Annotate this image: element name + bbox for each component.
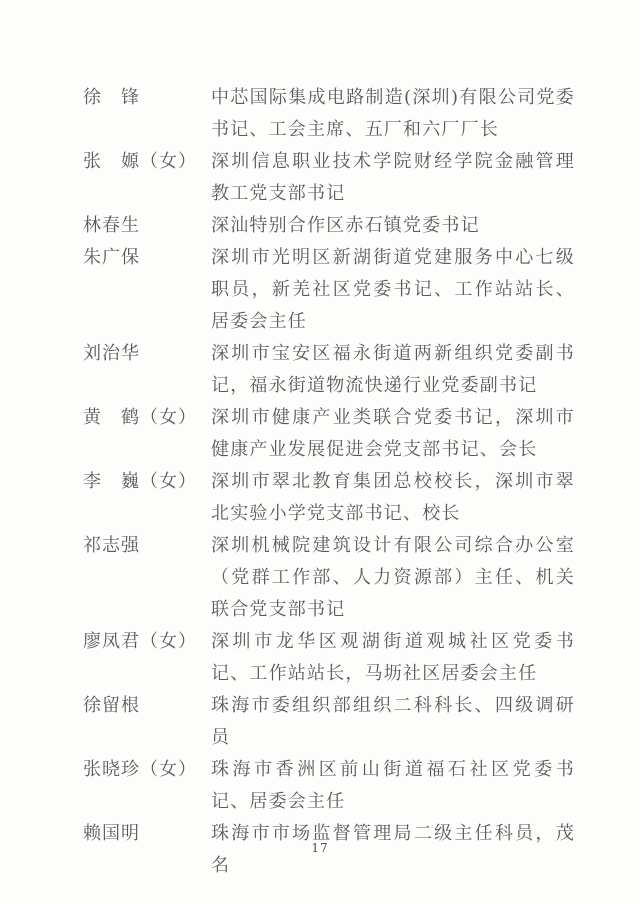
- roster-entry: [83, 338, 575, 402]
- roster-list: [83, 82, 575, 882]
- person-title: 深圳信息职业技术学院财经学院金融管理教工党支部书记: [211, 151, 575, 204]
- person-title: 深圳市光明区新湖街道党建服务中心七级职员，新羌社区党委书记、工作站站长、居委会主任: [211, 247, 575, 332]
- person-name: 徐 锋: [83, 87, 140, 108]
- person-title: 深汕特别合作区赤石镇党委书记: [211, 215, 480, 236]
- person-title: 深圳市宝安区福永街道两新组织党委副书记，福永街道物流快递行业党委副书记: [211, 343, 575, 396]
- person-title: 深圳机械院建筑设计有限公司综合办公室（党群工作部、人力资源部）主任、机关联合党支部书记: [211, 535, 575, 620]
- person-title: 中芯国际集成电路制造(深圳)有限公司党委书记、工会主席、五厂和六厂厂长: [211, 87, 575, 140]
- roster-entry: [83, 82, 575, 146]
- roster-entry: [83, 146, 575, 210]
- roster-entry: [83, 754, 575, 818]
- page-number: 17: [311, 841, 329, 855]
- roster-entry: [83, 626, 575, 690]
- person-title: 珠海市委组织部组织二科科长、四级调研员: [211, 695, 575, 748]
- person-title: 深圳市龙华区观湖街道观城社区党委书记、工作站站长，马坜社区居委会主任: [211, 631, 575, 684]
- person-title: 深圳市健康产业类联合党委书记，深圳市健康产业发展促进会党支部书记、会长: [211, 407, 575, 460]
- roster-entry: [83, 210, 575, 242]
- roster-entry: [83, 690, 575, 754]
- roster-entry: [83, 242, 575, 338]
- person-title: 深圳市翠北教育集团总校校长，深圳市翠北实验小学党支部书记、校长: [211, 471, 575, 524]
- person-name: 张 嫄（女）: [83, 151, 197, 172]
- person-name: 林春生: [83, 215, 140, 236]
- person-title: 珠海市香洲区前山街道福石社区党委书记、居委会主任: [211, 759, 575, 812]
- roster-entry: [83, 402, 575, 466]
- roster-entry: [83, 530, 575, 626]
- person-name: 徐留根: [83, 695, 140, 716]
- person-name: 廖凤君（女）: [83, 631, 197, 652]
- person-title: 珠海市市场监督管理局二级主任科员，茂名: [211, 823, 575, 876]
- person-name: 朱广保: [83, 247, 140, 268]
- person-name: 祁志强: [83, 535, 140, 556]
- person-name: 赖国明: [83, 823, 140, 844]
- person-name: 李 巍（女）: [83, 471, 197, 492]
- roster-entry: [83, 466, 575, 530]
- person-name: 张晓珍（女）: [83, 759, 197, 780]
- person-name: 刘治华: [83, 343, 140, 364]
- person-name: 黄 鹤（女）: [83, 407, 197, 428]
